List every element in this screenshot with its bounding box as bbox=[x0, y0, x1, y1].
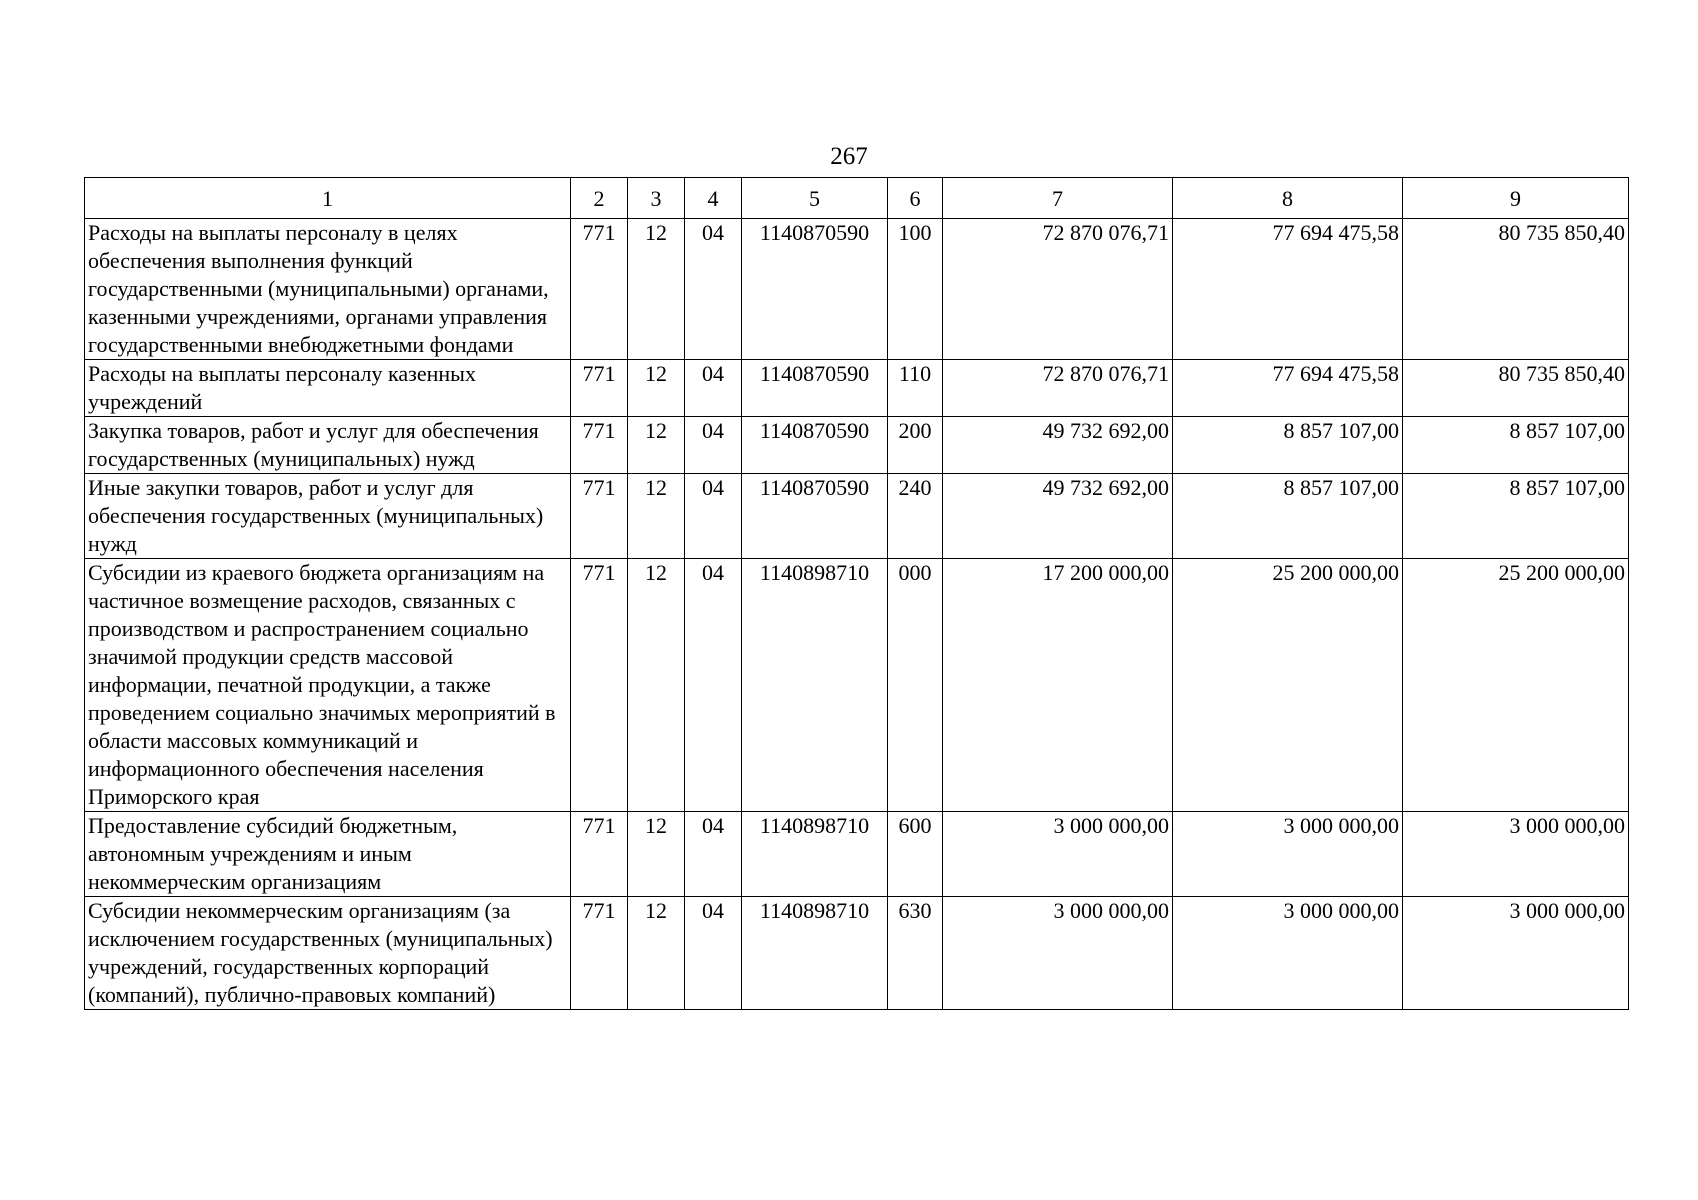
row-section-code: 12 bbox=[628, 360, 685, 417]
row-target-article: 1140870590 bbox=[742, 219, 888, 360]
row-ministry-code: 771 bbox=[571, 559, 628, 812]
row-name: Закупка товаров, работ и услуг для обеспечения государственных (муниципальных) нужд bbox=[85, 417, 571, 474]
row-amount-col9: 3 000 000,00 bbox=[1403, 812, 1629, 897]
table-row bbox=[85, 812, 1629, 897]
row-amount-col7: 49 732 692,00 bbox=[943, 417, 1173, 474]
row-subsection-code: 04 bbox=[685, 897, 742, 1010]
header-cell: 6 bbox=[888, 178, 943, 219]
row-section-code: 12 bbox=[628, 559, 685, 812]
table-row bbox=[85, 897, 1629, 1010]
row-amount-col9: 8 857 107,00 bbox=[1403, 417, 1629, 474]
header-cell: 1 bbox=[85, 178, 571, 219]
row-section-code: 12 bbox=[628, 417, 685, 474]
row-ministry-code: 771 bbox=[571, 360, 628, 417]
row-target-article: 1140898710 bbox=[742, 897, 888, 1010]
row-ministry-code: 771 bbox=[571, 897, 628, 1010]
row-expense-type: 110 bbox=[888, 360, 943, 417]
row-target-article: 1140870590 bbox=[742, 360, 888, 417]
row-target-article: 1140898710 bbox=[742, 559, 888, 812]
header-cell: 7 bbox=[943, 178, 1173, 219]
row-section-code: 12 bbox=[628, 219, 685, 360]
row-amount-col7: 3 000 000,00 bbox=[943, 812, 1173, 897]
row-amount-col9: 80 735 850,40 bbox=[1403, 219, 1629, 360]
row-amount-col7: 3 000 000,00 bbox=[943, 897, 1173, 1010]
row-amount-col7: 72 870 076,71 bbox=[943, 219, 1173, 360]
row-amount-col8: 8 857 107,00 bbox=[1173, 474, 1403, 559]
header-cell: 3 bbox=[628, 178, 685, 219]
header-cell: 8 bbox=[1173, 178, 1403, 219]
row-subsection-code: 04 bbox=[685, 219, 742, 360]
row-expense-type: 630 bbox=[888, 897, 943, 1010]
row-name: Предоставление субсидий бюджетным, автономным учреждениям и иным некоммерческим организациям bbox=[85, 812, 571, 897]
header-cell: 2 bbox=[571, 178, 628, 219]
row-expense-type: 240 bbox=[888, 474, 943, 559]
table-row bbox=[85, 474, 1629, 559]
row-subsection-code: 04 bbox=[685, 417, 742, 474]
budget-table bbox=[84, 177, 1629, 1010]
row-amount-col9: 80 735 850,40 bbox=[1403, 360, 1629, 417]
header-cell: 9 bbox=[1403, 178, 1629, 219]
table-row bbox=[85, 417, 1629, 474]
row-name: Расходы на выплаты персоналу в целях обеспечения выполнения функций государственными (муниципальными) органами, казенными учреждениями, органами управления государственными внебюджетными фондами bbox=[85, 219, 571, 360]
row-ministry-code: 771 bbox=[571, 417, 628, 474]
row-subsection-code: 04 bbox=[685, 812, 742, 897]
row-amount-col9: 25 200 000,00 bbox=[1403, 559, 1629, 812]
row-name: Расходы на выплаты персоналу казенных учреждений bbox=[85, 360, 571, 417]
table-row bbox=[85, 219, 1629, 360]
page-number: 267 bbox=[830, 143, 868, 170]
row-target-article: 1140870590 bbox=[742, 474, 888, 559]
row-expense-type: 200 bbox=[888, 417, 943, 474]
row-amount-col8: 25 200 000,00 bbox=[1173, 559, 1403, 812]
row-amount-col8: 3 000 000,00 bbox=[1173, 812, 1403, 897]
header-cell: 5 bbox=[742, 178, 888, 219]
row-amount-col7: 49 732 692,00 bbox=[943, 474, 1173, 559]
row-subsection-code: 04 bbox=[685, 360, 742, 417]
table-row bbox=[85, 360, 1629, 417]
row-amount-col8: 8 857 107,00 bbox=[1173, 417, 1403, 474]
row-amount-col8: 77 694 475,58 bbox=[1173, 360, 1403, 417]
header-cell: 4 bbox=[685, 178, 742, 219]
row-target-article: 1140870590 bbox=[742, 417, 888, 474]
row-ministry-code: 771 bbox=[571, 474, 628, 559]
row-name: Иные закупки товаров, работ и услуг для обеспечения государственных (муниципальных) нужд bbox=[85, 474, 571, 559]
row-amount-col9: 3 000 000,00 bbox=[1403, 897, 1629, 1010]
row-amount-col8: 77 694 475,58 bbox=[1173, 219, 1403, 360]
row-amount-col8: 3 000 000,00 bbox=[1173, 897, 1403, 1010]
row-amount-col7: 72 870 076,71 bbox=[943, 360, 1173, 417]
table-row bbox=[85, 559, 1629, 812]
row-expense-type: 100 bbox=[888, 219, 943, 360]
row-target-article: 1140898710 bbox=[742, 812, 888, 897]
table-header-row bbox=[85, 178, 1629, 219]
row-amount-col7: 17 200 000,00 bbox=[943, 559, 1173, 812]
row-expense-type: 600 bbox=[888, 812, 943, 897]
row-section-code: 12 bbox=[628, 897, 685, 1010]
row-section-code: 12 bbox=[628, 812, 685, 897]
row-ministry-code: 771 bbox=[571, 812, 628, 897]
row-name: Субсидии некоммерческим организациям (за исключением государственных (муниципальных) учреждений, государственных корпораций (компаний), публично-правовых компаний) bbox=[85, 897, 571, 1010]
row-amount-col9: 8 857 107,00 bbox=[1403, 474, 1629, 559]
row-name: Субсидии из краевого бюджета организациям на частичное возмещение расходов, связанных с производством и распространением социально значимой продукции средств массовой информации, печатной продукции, а также проведением социально значимых мероприятий в области массовых коммуникаций и информационного обеспечения населения Приморского края bbox=[85, 559, 571, 812]
row-section-code: 12 bbox=[628, 474, 685, 559]
row-subsection-code: 04 bbox=[685, 474, 742, 559]
row-ministry-code: 771 bbox=[571, 219, 628, 360]
row-subsection-code: 04 bbox=[685, 559, 742, 812]
row-expense-type: 000 bbox=[888, 559, 943, 812]
